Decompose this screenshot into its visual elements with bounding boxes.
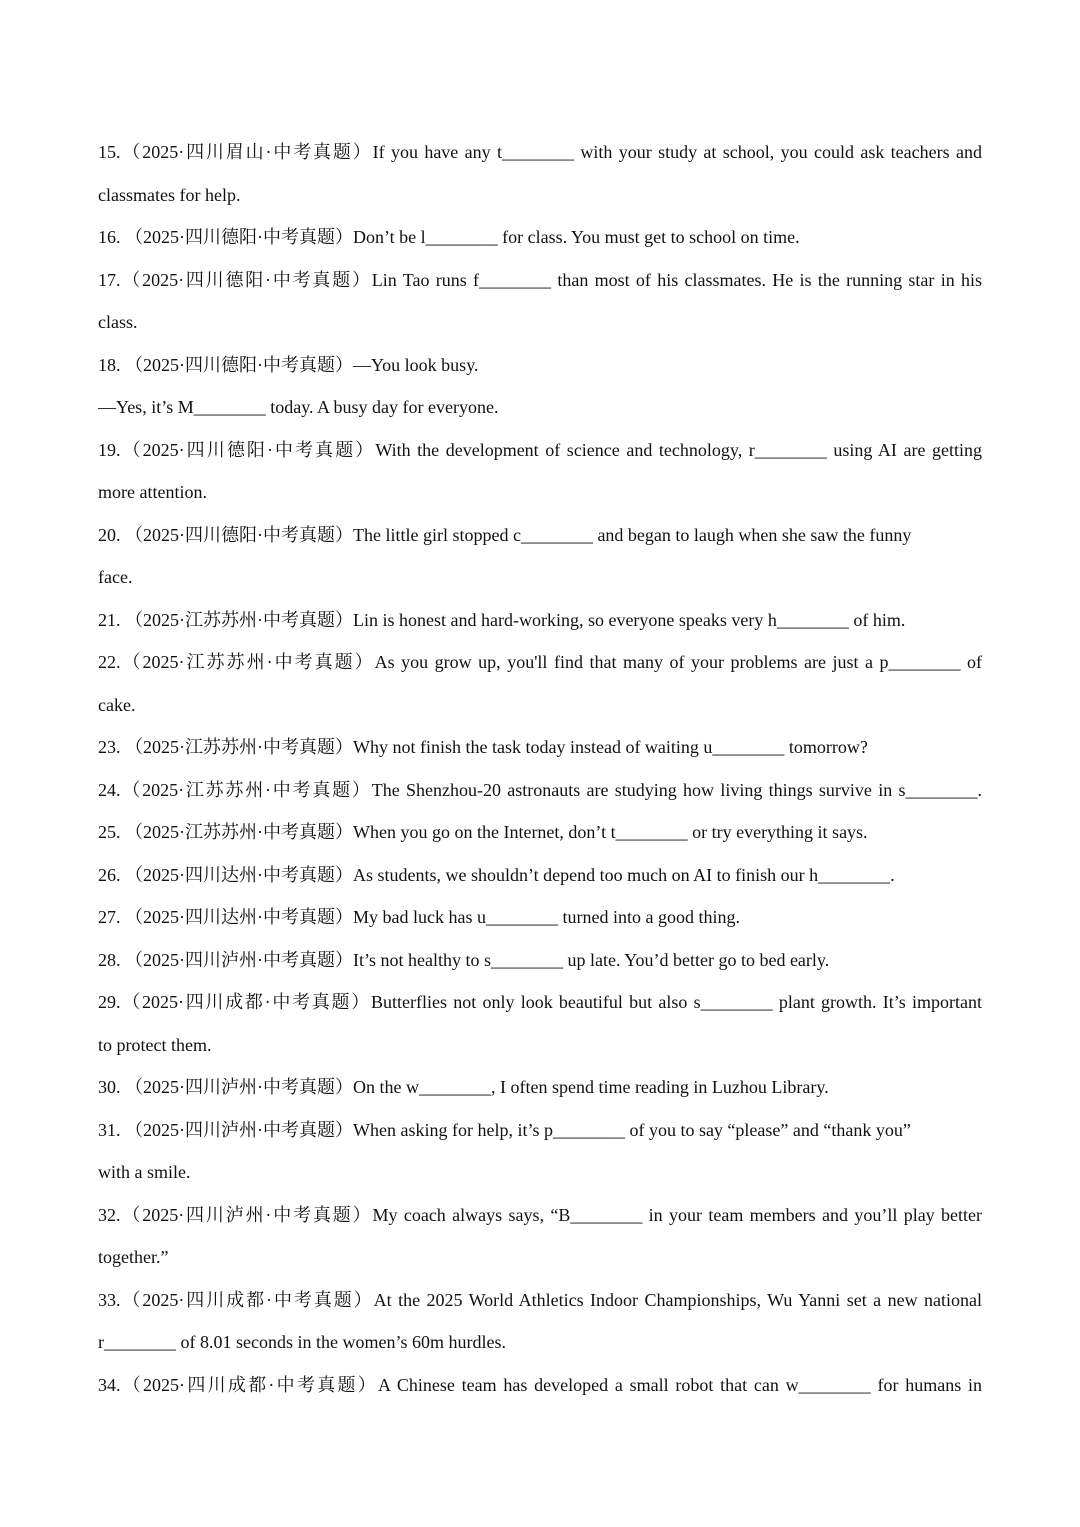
text-line: 33.（2025·四川成都·中考真题）At the 2025 World Athletics Indoor Championships, Wu Yanni set a new national <box>98 1289 982 1310</box>
text-line: 27. （2025·四川达州·中考真题）My bad luck has u________ turned into a good thing. <box>98 907 740 927</box>
text-line: with a smile. <box>98 1162 191 1182</box>
text-line: —Yes, it’s M________ today. A busy day for everyone. <box>98 397 499 417</box>
text-line: 31. （2025·四川泸州·中考真题）When asking for help, it’s p________ of you to say “please” and “thank you” <box>98 1119 911 1140</box>
text-line: 29.（2025·四川成都·中考真题）Butterflies not only look beautiful but also s________ plant growth. It’s important <box>98 992 982 1012</box>
text-line: class. <box>98 312 138 332</box>
text-line: 26. （2025·四川达州·中考真题）As students, we shouldn’t depend too much on AI to finish our h________. <box>98 864 895 885</box>
text-line: to protect them. <box>98 1034 212 1055</box>
text-line: classmates for help. <box>98 184 241 205</box>
text-line: 30. （2025·四川泸州·中考真题）On the w________, I often spend time reading in Luzhou Library. <box>98 1077 829 1097</box>
text-line: 25. （2025·江苏苏州·中考真题）When you go on the Internet, don’t t________ or try everything it says. <box>98 822 868 842</box>
text-line: 17.（2025·四川德阳·中考真题）Lin Tao runs f________ than most of his classmates. He is the running star in his <box>98 269 982 290</box>
text-line: r________ of 8.01 seconds in the women’s 60m hurdles. <box>98 1332 506 1352</box>
text-line: together.” <box>98 1247 169 1267</box>
text-line: 32.（2025·四川泸州·中考真题）My coach always says, “B________ in your team members and you’ll play better <box>98 1204 982 1225</box>
text-line: 21. （2025·江苏苏州·中考真题）Lin is honest and hard-working, so everyone speaks very h________ of him. <box>98 609 906 630</box>
text-line: 23. （2025·江苏苏州·中考真题）Why not finish the task today instead of waiting u________ tomorrow? <box>98 737 868 757</box>
text-line: 19.（2025·四川德阳·中考真题）With the development of science and technology, r________ using AI are getting <box>98 439 982 460</box>
text-line: cake. <box>98 694 136 715</box>
exercise-page <box>98 131 982 1406</box>
text-line: 18. （2025·四川德阳·中考真题）—You look busy. <box>98 354 479 375</box>
text-line: 20. （2025·四川德阳·中考真题）The little girl stopped c________ and began to laugh when she saw the funny <box>98 524 912 545</box>
text-line: 24.（2025·江苏苏州·中考真题）The Shenzhou-20 astronauts are studying how living things survive in s________. <box>98 779 982 800</box>
text-line: 22.（2025·江苏苏州·中考真题）As you grow up, you'll find that many of your problems are just a p________ of <box>98 652 982 672</box>
text-line: 16. （2025·四川德阳·中考真题）Don’t be l________ for class. You must get to school on time. <box>98 227 800 247</box>
text-line: more attention. <box>98 482 207 502</box>
text-line: 15.（2025·四川眉山·中考真题）If you have any t________ with your study at school, you could ask teachers and <box>98 142 982 162</box>
text-line: face. <box>98 567 133 587</box>
text-line: 28. （2025·四川泸州·中考真题）It’s not healthy to s________ up late. You’d better go to bed early. <box>98 949 830 970</box>
text-line: 34.（2025·四川成都·中考真题）A Chinese team has developed a small robot that can w________ for humans in <box>98 1374 982 1395</box>
